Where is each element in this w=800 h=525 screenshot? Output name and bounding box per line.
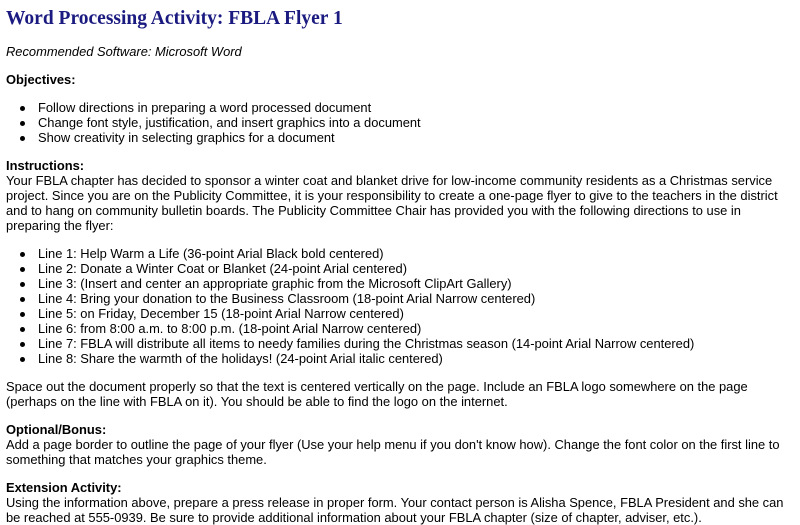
recommended-software: Recommended Software: Microsoft Word xyxy=(6,44,242,59)
optional-heading: Optional/Bonus: xyxy=(6,422,107,437)
objectives-list xyxy=(6,100,800,145)
flyer-line-item: Line 1: Help Warm a Life (36-point Arial Black bold centered) xyxy=(38,246,800,261)
flyer-line-item: Line 6: from 8:00 a.m. to 8:00 p.m. (18-point Arial Narrow centered) xyxy=(38,321,800,336)
page-title: Word Processing Activity: FBLA Flyer 1 xyxy=(6,8,343,29)
instructions-heading: Instructions: xyxy=(6,158,85,173)
flyer-line-item: Line 7: FBLA will distribute all items to needy families during the Christmas season (14-point Arial Narrow centered) xyxy=(38,336,800,351)
flyer-line-item: Line 4: Bring your donation to the Business Classroom (18-point Arial Narrow centered) xyxy=(38,291,800,306)
flyer-line-item: Line 8: Share the warmth of the holidays! (24-point Arial italic centered) xyxy=(38,351,800,366)
flyer-lines-list xyxy=(6,246,800,366)
objective-item: Follow directions in preparing a word processed document xyxy=(38,100,800,115)
instructions-intro: Your FBLA chapter has decided to sponsor a winter coat and blanket drive for low-income community residents as a Christmas service project. Since you are on the Publicity Committee, it is your responsibility to create a one-page flyer to give to the teachers in the district and to hang on community bulletin boards. The Publicity Committee Chair has provided you with the following directions to use in preparing the flyer: xyxy=(6,173,778,233)
objective-item: Change font style, justification, and insert graphics into a document xyxy=(38,115,800,130)
objectives-heading: Objectives: xyxy=(6,72,76,87)
objective-item: Show creativity in selecting graphics for a document xyxy=(38,130,800,145)
extension-text: Using the information above, prepare a press release in proper form. Your contact person is Alisha Spence, FBLA President and she can be reached at 555-0939. Be sure to provide additional information about your FBLA chapter (size of chapter, adviser, etc.). xyxy=(6,495,784,525)
optional-text: Add a page border to outline the page of your flyer (Use your help menu if you don't know how). Change the font color on the first line to something that matches your graphics theme. xyxy=(6,437,780,467)
instructions-closing: Space out the document properly so that the text is centered vertically on the page. Include an FBLA logo somewhere on the page (perhaps on the line with FBLA on it). You should be able to find the logo on the internet. xyxy=(6,379,748,409)
flyer-line-item: Line 5: on Friday, December 15 (18-point Arial Narrow centered) xyxy=(38,306,800,321)
flyer-line-item: Line 3: (Insert and center an appropriate graphic from the Microsoft ClipArt Gallery) xyxy=(38,276,800,291)
flyer-line-item: Line 2: Donate a Winter Coat or Blanket (24-point Arial centered) xyxy=(38,261,800,276)
extension-heading: Extension Activity: xyxy=(6,480,122,495)
